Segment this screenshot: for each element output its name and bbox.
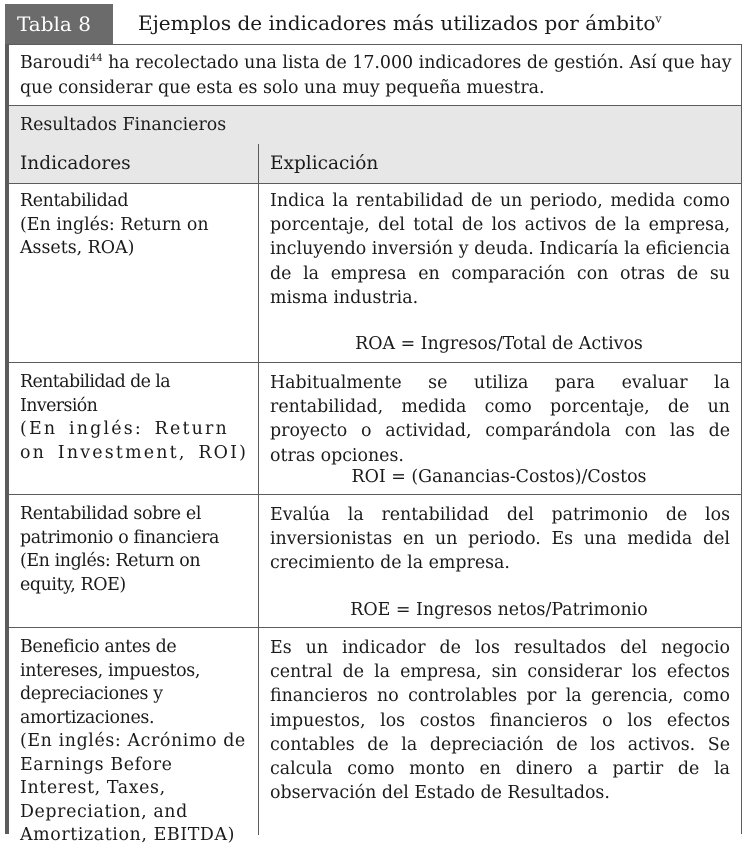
- intro-author: Baroudi: [20, 53, 90, 73]
- table-row: [20, 190, 252, 261]
- row-divider: [9, 494, 741, 495]
- column-header-explanation: Explicación: [270, 153, 379, 174]
- indicator-english: (En inglés: Return on Assets, ROA): [20, 214, 209, 258]
- indicator-formula: ROI = (Ganancias-Costos)/Costos: [351, 467, 647, 487]
- table-row: [20, 503, 252, 597]
- indicator-english: (En inglés: Acrónimo de Earnings Before Interest, Taxes, Depreciation, and Amortization, EBITDA): [20, 731, 246, 845]
- indicator-name: Rentabilidad sobre el patrimonio o financiera: [20, 504, 220, 548]
- table-header: [0, 0, 744, 44]
- indicator-name: Rentabilidad de la Inversión: [20, 372, 171, 416]
- column-header-row: [9, 144, 741, 184]
- indicator-english: (En inglés: Return on equity, ROE): [20, 551, 201, 595]
- row-divider: [9, 627, 741, 628]
- row-divider: [9, 362, 741, 363]
- intro-paragraph: [20, 51, 732, 101]
- indicator-explanation: Habitualmente se utiliza para evaluar la rentabilidad, medida como porcentaje, de un proyecto o actividad, comparándola con las de otras opciones.: [270, 373, 730, 466]
- indicator-name: Rentabilidad: [20, 191, 129, 211]
- intro-text: ha recolectado una lista de 17.000 indicadores de gestión. Así que hay que considerar que esta es solo una muy pequeña muestra.: [20, 53, 732, 98]
- title-footnote-marker: v: [655, 12, 662, 26]
- indicator-name: Beneficio antes de intereses, impuestos, depreciaciones y amortizaciones.: [20, 637, 201, 728]
- table-row: [20, 636, 252, 848]
- indicator-english: (En inglés: Return on Investment, ROI): [20, 419, 249, 463]
- table-number-tag: Tabla 8: [5, 4, 113, 44]
- indicator-explanation: Evalúa la rentabilidad del patrimonio de los inversionistas en un periodo. Es una medida del crecimiento de la empresa.: [270, 505, 730, 574]
- indicator-formula: ROA = Ingresos/Total de Activos: [355, 334, 643, 354]
- table-title-text: Ejemplos de indicadores más utilizados por ámbito: [138, 11, 656, 35]
- table-row: [20, 371, 252, 465]
- indicator-formula: ROE = Ingresos netos/Patrimonio: [350, 600, 648, 620]
- column-divider: [258, 144, 259, 835]
- indicator-explanation: Es un indicador de los resultados del negocio central de la empresa, sin considerar los efectos financieros no controlables por la gerencia, como impuestos, los costos financieros o los efectos contables de la depreciación de los activos. Se calcula como monto en dinero a partir de la observación del Estado de Resultados.: [270, 638, 730, 804]
- intro-footnote-ref: 44: [89, 53, 103, 65]
- section-heading: Resultados Financieros: [9, 105, 741, 145]
- table-title: [138, 10, 662, 36]
- column-header-indicators: Indicadores: [20, 153, 131, 174]
- indicator-explanation: Indica la rentabilidad de un periodo, medida como porcentaje, del total de los activos de la empresa, incluyendo inversión y deuda. Indicaría la eficiencia de la empresa en comparación con otras de su misma industria.: [270, 191, 730, 308]
